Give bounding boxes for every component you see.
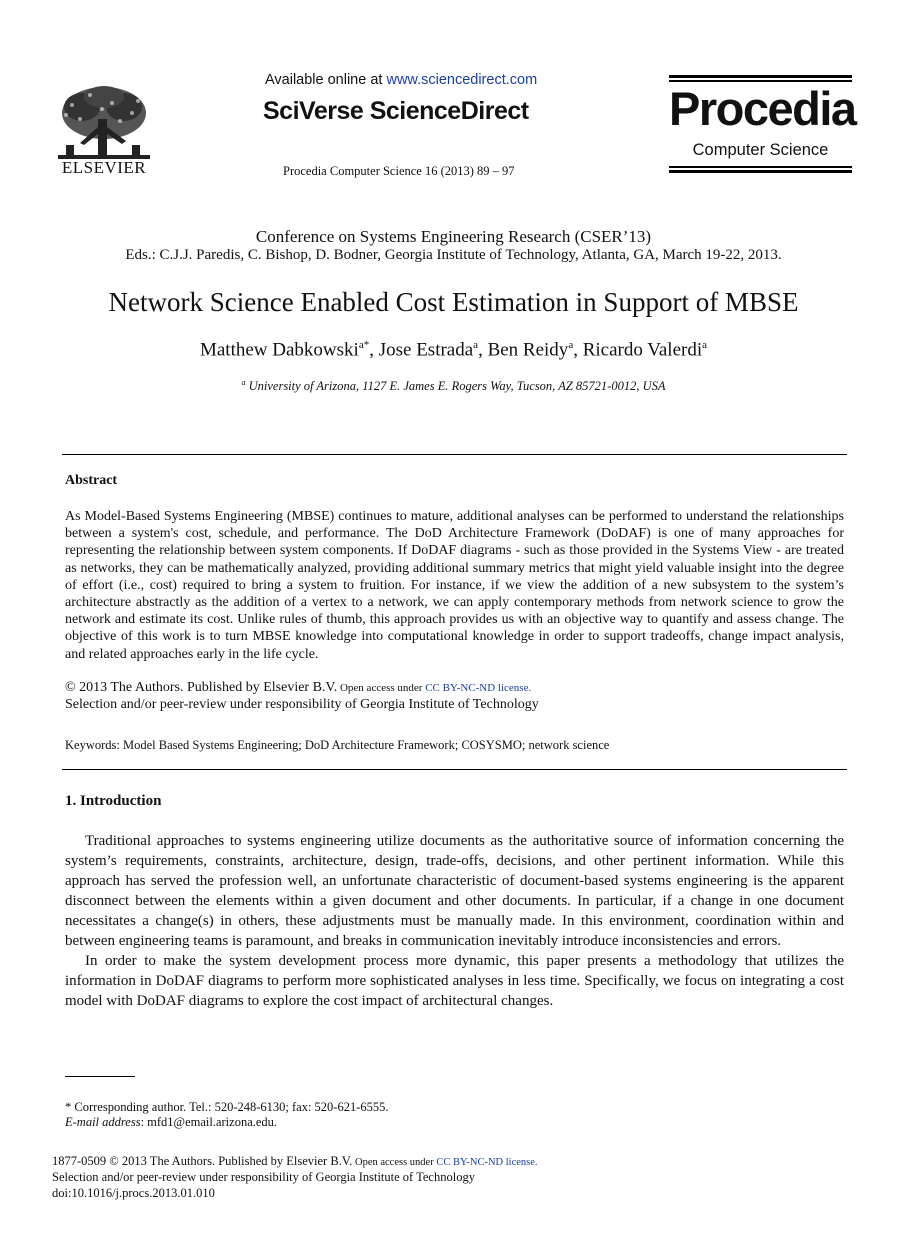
peer-review-line: Selection and/or peer-review under responsibility of Georgia Institute of Technology [65, 697, 539, 712]
email-label: E-mail address [65, 1115, 141, 1129]
editors-line: Eds.: C.J.J. Paredis, C. Bishop, D. Bodner, Georgia Institute of Technology, Atlanta, GA, March 19-22, 2013. [125, 247, 782, 263]
author-affiliation-mark: a* [358, 339, 370, 351]
procedia-subtitle: Computer Science [692, 141, 829, 159]
issn-text: 1877-0509 © 2013 The Authors. Published by Elsevier B.V. [52, 1154, 353, 1168]
affiliation-text: University of Arizona, 1127 E. James E. Rogers Way, Tucson, AZ 85721-0012, USA [248, 379, 666, 394]
paper-title: Network Science Enabled Cost Estimation in Support of MBSE [108, 287, 799, 317]
paragraph: Traditional approaches to systems engineering utilize documents as the authoritative source of information concerning the system’s requirements, constraints, architecture, design, trade-offs, decisions, and other pertinent information. While this approach has served the profession well, an unfortunate characteristic of document-based systems engineering is the apparent disconnect between the elements within a given document and other documents. In particular, if a change in one document necessitates a change(s) in others, these adjustments must be manually made. In this environment, coordination within and between engineering teams is paramount, and breaks in communication inevitably introduce inconsistencies and errors. [65, 833, 844, 949]
abstract-bottom-rule [62, 769, 847, 770]
introduction-body [65, 831, 844, 1011]
publisher-name: ELSEVIER [61, 158, 147, 177]
sciencedirect-link[interactable]: www.sciencedirect.com [386, 72, 538, 88]
abstract-body: As Model-Based Systems Engineering (MBSE) continues to mature, additional analyses can be performed to understand the relationships between a system's cost, schedule, and performance. The DoD Architecture Framework (DoDAF) is one of many approaches for representing the relationship between system components. If DoDAF diagrams - such as those provided in the Systems View - are treated as networks, they can be mathematically analyzed, providing additional summary metrics that might yield valuable insight into the degree of effort (i.e., cost) required to bring a system to fruition. For instance, if we view the addition of a new subsystem to the system’s architecture abstractly as the addition of a vertex to a network, we can apply contemporary methods from network science to grow the network and estimate its cost. Unlike rules of thumb, this approach provides us with an objective way to quantify and assess change. The objective of this work is to turn MBSE knowledge into computational knowledge in order to support tradeoffs, change impact analysis, and related approaches early in the life cycle. [65, 509, 844, 662]
author-affiliation-mark: a [702, 339, 708, 351]
logo-rule-bottom-thin [669, 166, 852, 168]
platform-logo: SciVerse ScienceDirect [263, 97, 529, 125]
copyright-text: © 2013 The Authors. Published by Elsevier B.V. [65, 680, 338, 695]
affiliation-mark: a [241, 378, 246, 387]
doi-line: doi:10.1016/j.procs.2013.01.010 [52, 1186, 215, 1200]
footer-review-line: Selection and/or peer-review under responsibility of Georgia Institute of Technology [52, 1170, 475, 1184]
email-value: : mfd1@email.arizona.edu. [140, 1115, 278, 1129]
abstract-top-rule [62, 454, 847, 455]
procedia-logo [669, 75, 856, 175]
footnote-rule [65, 1076, 135, 1077]
author-affiliation-mark: a [568, 339, 574, 351]
license-link[interactable]: CC BY-NC-ND license. [436, 1157, 538, 1168]
email-footnote [65, 1115, 277, 1130]
journal-reference: Procedia Computer Science 16 (2013) 89 – 97 [283, 164, 515, 178]
license-link[interactable]: CC BY-NC-ND license. [425, 682, 532, 694]
author-name: Jose Estrada [378, 339, 474, 361]
affiliation-line [0, 378, 907, 394]
keywords-line: Keywords: Model Based Systems Engineering; DoD Architecture Framework; COSYSMO; network science [65, 738, 610, 752]
conference-line: Conference on Systems Engineering Research (CSER’13) [255, 227, 652, 246]
procedia-wordmark: Procedia [669, 82, 856, 135]
available-prefix: Available online at [265, 72, 387, 88]
corresponding-author-footnote: * Corresponding author. Tel.: 520-248-6130; fax: 520-621-6555. [65, 1100, 389, 1114]
open-access-text: Open access under [337, 682, 426, 694]
open-access-text: Open access under [352, 1157, 437, 1168]
author-name: Ben Reidy [487, 339, 569, 361]
author-list: Matthew Dabkowski$^{a*}$, Jose Estrada$^a$, Ben Reidy$^a$, Ricardo Valerdi$^a$ [199, 339, 708, 361]
author-name: Matthew Dabkowski [199, 339, 359, 361]
author-name: Ricardo Valerdi [582, 339, 703, 361]
available-online-line [265, 72, 537, 88]
author-affiliation-mark: a [473, 339, 479, 351]
issn-copyright-line [52, 1154, 538, 1169]
section-heading: 1. Introduction [65, 793, 162, 809]
copyright-line [65, 680, 531, 696]
paragraph: In order to make the system development process more dynamic, this paper presents a methodology that utilizes the information in DoDAF diagrams to perform more sophisticated analyses in less time. Specifically, we focus on integrating a cost model with DoDAF diagrams to explore the cost impact of architectural changes. [65, 953, 844, 1009]
logo-rule-top [669, 75, 852, 78]
abstract-heading: Abstract [65, 473, 118, 488]
logo-rule-bottom [669, 170, 852, 173]
